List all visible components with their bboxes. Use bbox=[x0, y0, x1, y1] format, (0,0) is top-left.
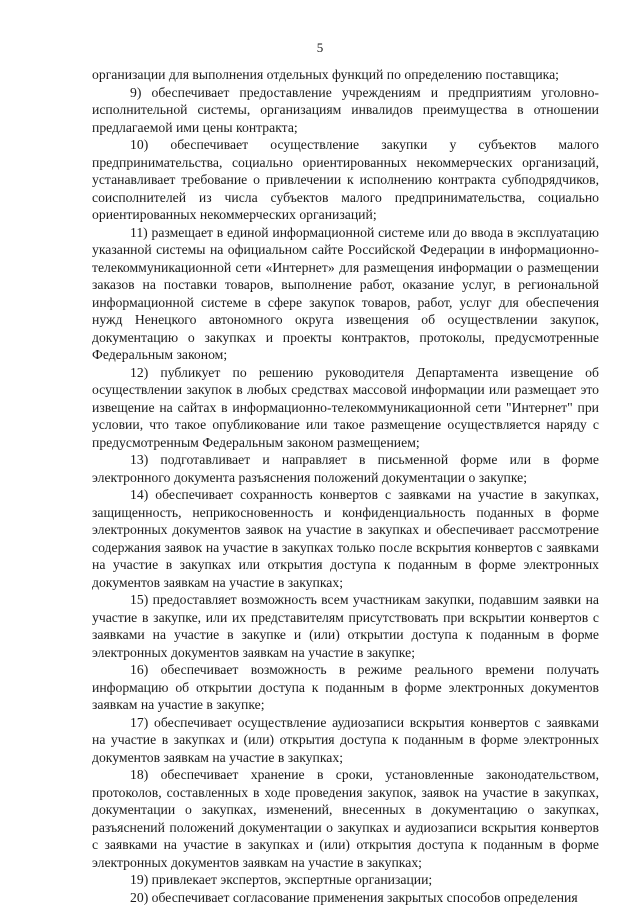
paragraph-item-15: 15) предоставляет возможность всем участникам закупки, подавшим заявки на участие в закупке, или их представителям присутствовать при вскрытии конвертов с заявками на участие в закупке и (или) открытии доступа к поданным в форме электронных документов заявкам на участие в закупке; bbox=[92, 591, 599, 661]
paragraph-item-16: 16) обеспечивает возможность в режиме реального времени получать информацию об открытии доступа к поданным в форме электронных документов заявкам на участие в закупке; bbox=[92, 661, 599, 714]
paragraph-item-17: 17) обеспечивает осуществление аудиозаписи вскрытия конвертов с заявками на участие в закупках и (или) открытия доступа к поданным в форме электронных документов заявкам на участие в закупках; bbox=[92, 714, 599, 767]
paragraph-item-19: 19) привлекает экспертов, экспертные организации; bbox=[92, 871, 599, 889]
paragraph-item-13: 13) подготавливает и направляет в письменной форме или в форме электронного документа разъяснения положений документации о закупке; bbox=[92, 451, 599, 486]
paragraph-item-11: 11) размещает в единой информационной системе или до ввода в эксплуатацию указанной системы на официальном сайте Российской Федерации в информационно-телекоммуникационной сети «Интернет» для размещения информации о размещении заказов на поставки товаров, выполнение работ, оказание услуг, в региональной информационной системе в сфере закупок товаров, работ, услуг для обеспечения нужд Ненецкого автономного округа извещения об осуществлении закупок, документацию о закупках и проекты контрактов, протоколы, предусмотренные Федеральным законом; bbox=[92, 224, 599, 364]
paragraph-item-20: 20) обеспечивает согласование применения закрытых способов определения bbox=[92, 889, 599, 906]
paragraph-item-12: 12) публикует по решению руководителя Департамента извещение об осуществлении закупок в любых средствах массовой информации или размещает это извещение на сайтах в информационно-телекоммуникационной сети "Интернет" при условии, что такое опубликование или такое размещение осуществляется наряду с предусмотренным Федеральным законом размещением; bbox=[92, 364, 599, 452]
page-number: 5 bbox=[0, 40, 640, 56]
paragraph-item-18: 18) обеспечивает хранение в сроки, установленные законодательством, протоколов, составленных в ходе проведения закупок, заявок на участие в закупках, документации о закупках, изменений, внесенных в документацию о закупках, разъяснений положений документации о закупках и аудиозаписи вскрытия конвертов с заявками на участие в закупках и (или) открытия доступа к поданным в форме электронных документов заявкам на участие в закупках; bbox=[92, 766, 599, 871]
paragraph-item-10: 10) обеспечивает осуществление закупки у субъектов малого предпринимательства, социально ориентированных некоммерческих организаций, устанавливает требование о привлечении к исполнению контракта субподрядчиков, соисполнителей из числа субъектов малого предпринимательства, социально ориентированных некоммерческих организаций; bbox=[92, 136, 599, 224]
paragraph-item-14: 14) обеспечивает сохранность конвертов с заявками на участие в закупках, защищенность, неприкосновенность и конфиденциальность поданных в форме электронных документов заявок на участие в закупках и обеспечивает рассмотрение содержания заявок на участие в закупках только после вскрытия конвертов с заявками на участие в закупках или открытия доступа к поданным в форме электронных документов заявкам на участие в закупках; bbox=[92, 486, 599, 591]
document-body bbox=[92, 66, 599, 906]
paragraph-continuation: организации для выполнения отдельных функций по определению поставщика; bbox=[92, 66, 599, 84]
paragraph-item-9: 9) обеспечивает предоставление учреждениям и предприятиям уголовно-исполнительной системы, организациям инвалидов преимущества в отношении предлагаемой ими цены контракта; bbox=[92, 84, 599, 137]
